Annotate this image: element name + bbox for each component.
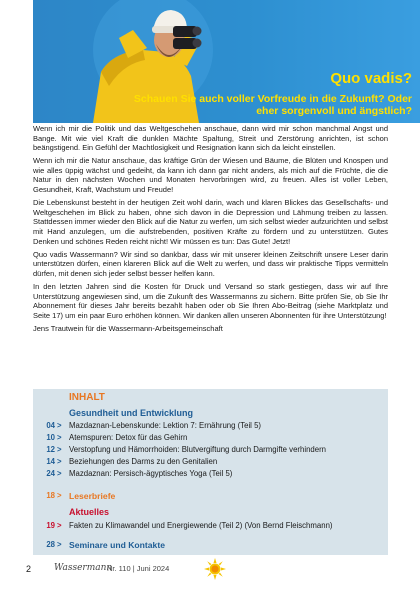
- section-heading-health: Gesundheit und Entwicklung: [69, 408, 194, 418]
- hero-banner: [33, 0, 420, 123]
- paragraph: Wenn ich mir die Politik und das Weltgeschehen anschaue, dann wird mir schon manchmal Angst und Bange. Mit wie viel Kraft die dunklen Mächte Spaltung, Streit und Zerstörung anrichten, ist schon beängstigend. Ein Gefühl der Machtlosigkeit und Resignation kann sich da leicht einstellen.: [33, 124, 388, 153]
- arrow-icon: >: [57, 433, 62, 442]
- contents-heading: INHALT: [69, 392, 105, 403]
- toc-title: Mazdaznan-Lebenskunde: Lektion 7: Ernährung (Teil 5): [69, 421, 262, 430]
- arrow-icon: >: [57, 540, 62, 549]
- toc-page-number: 28: [46, 540, 55, 549]
- toc-title: Atemspuren: Detox für das Gehirn: [69, 433, 188, 442]
- toc-entry[interactable]: [33, 520, 388, 532]
- toc-entry[interactable]: [33, 444, 388, 456]
- paragraph: Quo vadis Wassermann? Wir sind so dankbar, dass wir mit unserer kleinen Zeitschrift unsere Leser darin unterstützen dürfen, einen klareren Blick auf die Welt zu werfen, und dass wir praktische Tipps vermitteln dürfen, mit denen sich jeder selbst besser helfen kann.: [33, 249, 388, 278]
- page-footer: [0, 556, 420, 596]
- hero-subtitle: Schauen Sie auch voller Vorfreude in die Zukunft? Oder eher sorgenvoll und ängstlich?: [133, 93, 412, 117]
- arrow-icon: >: [57, 521, 62, 530]
- toc-title: Leserbriefe: [69, 491, 116, 501]
- paragraph: Die Lebenskunst besteht in der heutigen Zeit wohl darin, wach und klaren Blickes das Gesellschafts- und Weltgeschehen im Blick zu haben, ohne sich davon in die Depression und Lähmung treiben zu lassen. Stattdessen immer wieder den Blick auf die Natur zu werfen, um sich selbst wieder aufzurichten und selbst mit Hand anzulegen, um die aufstrebenden, positiven Kräfte zu fördern und zu unterstützen. Gutes Denken und schönes Reden reicht nicht! Wir müssen es tun: Das Gute! Jetzt!: [33, 198, 388, 246]
- issue-info: Nr. 110 | Juni 2024: [107, 564, 170, 573]
- arrow-icon: >: [57, 421, 62, 430]
- toc-page-number: 12: [46, 445, 55, 454]
- table-of-contents: [33, 389, 388, 555]
- signature: Jens Trautwein für die Wassermann-Arbeitsgemeinschaft: [33, 323, 223, 333]
- toc-entry[interactable]: [33, 468, 388, 480]
- arrow-icon: >: [57, 469, 62, 478]
- toc-title: Verstopfung und Hämorrhoiden: Blutvergiftung durch Darmgifte verhindern: [69, 445, 327, 454]
- arrow-icon: >: [57, 445, 62, 454]
- paragraph: In den letzten Jahren sind die Kosten für Druck und Versand so stark gestiegen, dass wir auf Ihre Unterstützung angewiesen sind, um die Zukunft des Wassermanns zu sichern. Bitte prüfen Sie, ob Sie Ihr Abonnement für dieses Jahr bereits bezahlt haben oder ob Sie Ihren Abo-Beitrag (siehe Marktplatz und Seite 17) um ein paar Euro erhöhen können. Wir danken allen unseren Abonnenten für ihre Unterstützung!: [33, 281, 388, 320]
- hero-title: Quo vadis?: [330, 70, 412, 87]
- toc-entry-letters[interactable]: [33, 490, 388, 502]
- magazine-name: Wassermann: [54, 563, 113, 573]
- paragraph: Wenn ich mir die Natur anschaue, das kräftige Grün der Wiesen und Bäume, die Blüten und Knospen und wie alles üppig wächst und gedeiht, da kann ich dann gar nicht anders, als mich auf die Früchte, die die Natur in den nächsten Wochen und Monaten hervorbringen wird, zu freuen. Alles ist voller Leben, Gesundheit, Kraft, Wachstum und Freude!: [33, 156, 388, 195]
- toc-title: Seminare und Kontakte: [69, 540, 165, 550]
- toc-title: Fakten zu Klimawandel und Energiewende (Teil 2) (Von Bernd Fleischmann): [69, 521, 333, 530]
- arrow-icon: >: [57, 491, 62, 500]
- toc-page-number: 04: [46, 421, 55, 430]
- toc-title: Mazdaznan: Persisch-ägyptisches Yoga (Teil 5): [69, 469, 233, 478]
- arrow-icon: >: [57, 457, 62, 466]
- toc-entry-seminars[interactable]: [33, 539, 388, 551]
- toc-entry[interactable]: [33, 432, 388, 444]
- sun-logo-icon: [204, 558, 226, 580]
- toc-page-number: 24: [46, 469, 55, 478]
- page-number: 2: [26, 564, 32, 574]
- toc-title: Beziehungen des Darms zu den Genitalien: [69, 457, 218, 466]
- toc-page-number: 10: [46, 433, 55, 442]
- toc-page-number: 18: [46, 491, 55, 500]
- section-heading-news: Aktuelles: [69, 507, 110, 517]
- toc-page-number: 19: [46, 521, 55, 530]
- toc-entry[interactable]: [33, 420, 388, 432]
- toc-entry[interactable]: [33, 456, 388, 468]
- editorial-text: [33, 124, 388, 337]
- toc-page-number: 14: [46, 457, 55, 466]
